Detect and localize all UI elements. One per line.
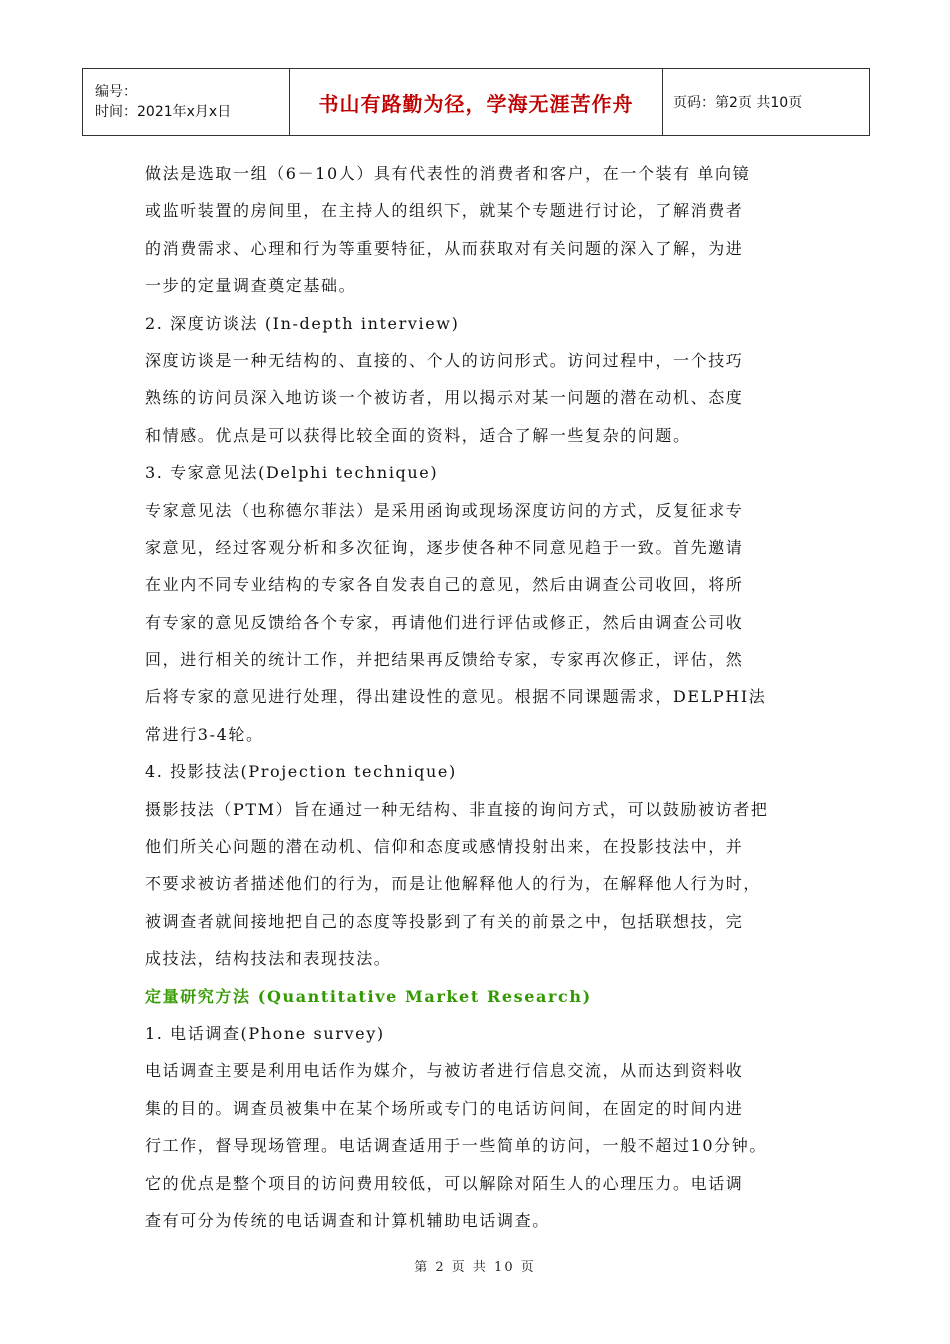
body-line: 在业内不同专业结构的专家各自发表自己的意见，然后由调查公司收回，将所 [145,575,744,595]
document-time-label: 时间：2021年x月x日 [95,104,232,120]
body-line: 做法是选取一组（6－10人）具有代表性的消费者和客户，在一个装有 单向镜 [145,164,751,183]
header-motto: 书山有路勤为径，学海无涯苦作舟 [290,69,663,136]
body-line: 的消费需求、心理和行为等重要特征，从而获取对有关问题的深入了解，为进 [145,238,744,258]
body-line: 行工作，督导现场管理。电话调查适用于一些简单的访问，一般不超过10分钟。 [145,1136,767,1156]
page-footer: 第 2 页 共 10 页 [414,1260,536,1275]
body-line: 不要求被访者描述他们的行为，而是让他解释他人的行为，在解释他人行为时， [145,874,762,894]
body-line: 家意见，经过客观分析和多次征询，逐步使各种不同意见趋于一致。首先邀请 [145,537,744,557]
body-line: 集的目的。调查员被集中在某个场所或专门的电话访问间，在固定的时间内进 [145,1098,744,1118]
document-number-label: 编号： [95,84,137,100]
body-line: 它的优点是整个项目的访问费用较低，可以解除对陌生人的心理压力。电话调 [145,1173,744,1193]
section-heading-quantitative: 定量研究方法 (Quantitative Market Research) [145,986,592,1006]
body-line: 或监听装置的房间里，在主持人的组织下，就某个专题进行讨论，了解消费者 [145,201,744,221]
body-line: 和情感。优点是可以获得比较全面的资料，适合了解一些复杂的问题。 [145,425,691,445]
document-body [145,155,817,1239]
subsection-heading-phone-survey: 1. 电话调查(Phone survey) [145,1023,385,1043]
body-line: 被调查者就间接地把自己的态度等投影到了有关的前景之中，包括联想技，完 [145,911,744,931]
subsection-heading-projection: 4. 投影技法(Projection technique) [145,762,457,782]
body-line: 后将专家的意见进行处理，得出建设性的意见。根据不同课题需求，DELPHI法 [145,687,767,707]
body-line: 查有可分为传统的电话调查和计算机辅助电话调查。 [145,1210,550,1230]
body-line: 一步的定量调查奠定基础。 [145,276,357,296]
body-line: 深度访谈是一种无结构的、直接的、个人的访问形式。访问过程中，一个技巧 [145,350,744,370]
body-line: 成技法，结构技法和表现技法。 [145,949,392,969]
body-line: 常进行3-4轮。 [145,724,264,744]
subsection-heading-depth-interview: 2. 深度访谈法 (In-depth interview) [145,313,460,333]
body-line: 电话调查主要是利用电话作为媒介，与被访者进行信息交流，从而达到资料收 [145,1061,744,1081]
body-line: 熟练的访问员深入地访谈一个被访者，用以揭示对某一问题的潜在动机、态度 [145,388,744,408]
header-page-info: 页码：第2页 共10页 [663,69,870,136]
body-line: 有专家的意见反馈给各个专家，再请他们进行评估或修正，然后由调查公司收 [145,612,744,632]
body-line: 摄影技法（PTM）旨在通过一种无结构、非直接的询问方式，可以鼓励被访者把 [145,799,769,819]
subsection-heading-delphi: 3. 专家意见法(Delphi technique) [145,463,439,483]
body-line: 他们所关心问题的潜在动机、信仰和态度或感情投射出来，在投影技法中，并 [145,837,744,857]
header-table [82,68,870,136]
header-meta-cell [83,69,290,136]
body-line: 专家意见法（也称德尔菲法）是采用函询或现场深度访问的方式，反复征求专 [145,500,744,520]
body-line: 回，进行相关的统计工作，并把结果再反馈给专家，专家再次修正，评估，然 [145,650,744,670]
